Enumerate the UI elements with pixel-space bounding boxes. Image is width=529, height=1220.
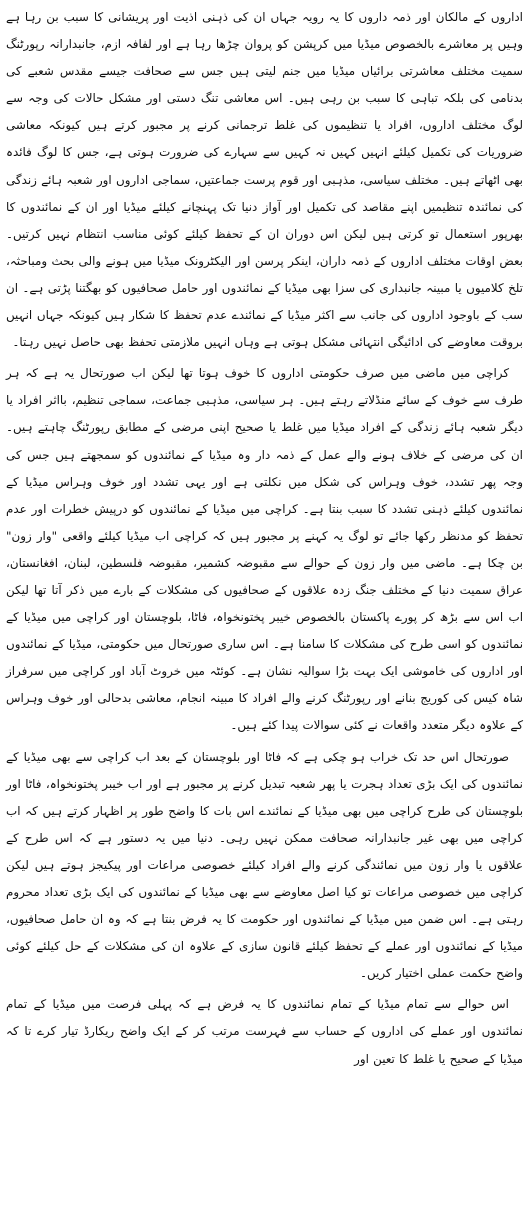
article-paragraph-4: اس حوالے سے تمام میڈیا کے تمام نمائندوں کا یہ فرض ہے کہ پہلی فرصت میں میڈیا کے تمام نمائندوں اور عملے کی اداروں کے حساب سے فہرست مرتب کر کے ایک واضح ریکارڈ تیار کرے تا کہ میڈیا کے صحیح یا غلط کا تعین اور <box>6 997 523 1066</box>
article-paragraph-2: کراچی میں ماضی میں صرف حکومتی اداروں کا خوف ہوتا تھا لیکن اب صورتحال یہ ہے کہ ہر طرف سے خوف کے سائے منڈلاتے رہتے ہیں۔ ہر سیاسی، مذہبی جماعت، سماجی تنظیم، بااثر افراد یا دیگر شعبہ ہائے زندگی کے افراد میڈیا میں غلط یا صحیح اپنی مرضی کے مطابق رپورٹنگ چاہتے ہیں۔ ان کی مرضی کے خلاف ہونے والے عمل کے ذمہ دار وہ میڈیا کے نمائندوں کو سمجھتے ہیں جس کی وجہ پھر تشدد، خوف وہراس کی شکل میں نکلتی ہے اور یہی تشدد اور خوف وہراس میڈیا کے نمائندوں کیلئے ذہنی تشدد کا سبب بنتا ہے۔ کراچی میں میڈیا کے نمائندوں کو درپیش خطرات اور عدم تحفظ کو مدنظر رکھا جائے تو لوگ یہ کہنے پر مجبور ہیں کہ کراچی اب میڈیا کیلئے واقعی "وار زون" بن چکا ہے۔ ماضی میں وار زون کے حوالے سے مقبوضہ کشمیر، مقبوضہ فلسطین، لبنان، افغانستان، عراق سمیت دنیا کے مختلف جنگ زدہ علاقوں کے صحافیوں کی مشکلات کے بارے میں ذکر آتا تھا لیکن اب اس سے بڑھ کر پورے پاکستان بالخصوص خیبر پختونخواہ، فاٹا، بلوچستان اور کراچی میں میڈیا کے نمائندوں کو اسی طرح کی مشکلات کا سامنا ہے۔ اس ساری صورتحال میں حکومتی، میڈیا کے نمائندوں اور اداروں کی خاموشی ایک بہت بڑا سوالیہ نشان ہے۔ کوئٹہ میں خروٹ آباد اور کراچی میں سرفراز شاہ کیس کی کوریج بنانے اور رپورٹنگ کرنے والے افراد کا مبینہ انجام، معاشی بدحالی اور خوف وہراس کے علاوہ دیگر متعدد واقعات نے کئی سوالات پیدا کئے ہیں۔ <box>6 366 523 733</box>
article-paragraph-3: صورتحال اس حد تک خراب ہو چکی ہے کہ فاٹا اور بلوچستان کے بعد اب کراچی سے بھی میڈیا کے نمائندوں کی ایک بڑی تعداد ہجرت یا پھر شعبہ تبدیل کرنے پر مجبور ہے اور اب خیبر پختونخواہ، فاٹا اور بلوچستان کی طرح کراچی میں بھی میڈیا کے نمائندے اس بات کا واضح طور پر اظہار کرتے ہیں کہ اب کراچی میں بھی غیر جانبدارانہ صحافت ممکن نہیں رہی۔ دنیا میں یہ دستور ہے کہ اس طرح کے علاقوں یا وار زون میں نمائندگی کرنے والے افراد کیلئے خصوصی مراعات اور پیکیجز ہوتے ہیں لیکن کراچی میں خصوصی مراعات تو کیا اصل معاوضے سے بھی میڈیا کے نمائندوں کی ایک بڑی تعداد محروم رہتی ہے۔ اس ضمن میں میڈیا کے نمائندوں اور حکومت کا یہ فرض بنتا ہے کہ وہ ان حامل صحافیوں، میڈیا کے نمائندوں اور عملے کے تحفظ کیلئے قانون سازی کے علاوہ ان کی مشکلات کے حل کیلئے کوئی واضح حکمت عملی اختیار کریں۔ <box>6 749 523 981</box>
article-paragraph-1: اداروں کے مالکان اور ذمہ داروں کا یہ رویہ جہاں ان کی ذہنی اذیت اور پریشانی کا سبب بن رہا ہے وہیں پر معاشرے بالخصوص میڈیا میں کرپشن کو پروان چڑھا رہا ہے اور لفافہ ازم، جانبدارانہ رپورٹنگ سمیت مختلف معاشرتی برائیاں میڈیا میں جنم لیتی ہیں جس سے صحافت جیسے مقدس شعبے کی بدنامی کی بلکہ تباہی کا سبب بن رہی ہیں۔ اس معاشی تنگ دستی اور مشکل حالات کی وجہ سے لوگ مختلف اداروں، افراد یا تنظیموں کی غلط ترجمانی کرنے پر مجبور کرتے ہیں کیونکہ معاشی ضروریات کی تکمیل کیلئے انہیں کہیں نہ کہیں سے سہارے کی ضرورت ہوتی ہے، جس کا لوگ فائدہ بھی اٹھاتے ہیں۔ مختلف سیاسی، مذہبی اور قوم پرست جماعتیں، سماجی اداروں اور شعبہ ہائے زندگی کی نمائندہ تنظیمیں اپنے مقاصد کی تکمیل اور آواز دنیا تک پہنچانے کیلئے میڈیا اور ان کے نمائندوں کا بھرپور استعمال تو کرتی ہیں لیکن اس دوران ان کے تحفظ کیلئے کوئی مناسب انتظام نہیں کرتیں۔ بعض اوقات مختلف اداروں کے ذمہ داران، اینکر پرسن اور الیکٹرونک میڈیا میں ہونے والی بحث ومباحثہ، تلخ کلامیوں یا مبینہ جانبداری کی سزا بھی میڈیا کے نمائندوں اور حامل صحافیوں کو بھگتنا پڑتی ہے۔ ان سب کے باوجود اداروں کی جانب سے اکثر میڈیا کے نمائندے عدم تحفظ کا شکار ہیں کیونکہ جہاں انہیں بروقت معاوضے کی ادائیگی انتہائی مشکل ہوتی ہے وہاں انہیں ملازمتی تحفظ بھی حاصل نہیں رہتا۔ <box>6 10 523 350</box>
